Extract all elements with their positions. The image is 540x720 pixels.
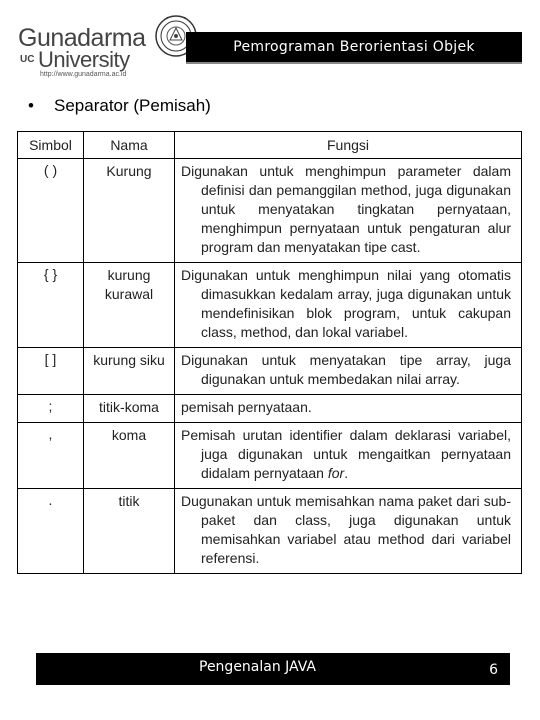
table-row [18, 348, 522, 395]
table-row [18, 263, 522, 348]
column-header-nama: Nama [84, 132, 175, 159]
cell-simbol: , [18, 423, 84, 489]
logo-wordmark-top: Gunadarma [18, 24, 146, 52]
logo-uc-mark: UC [20, 54, 35, 65]
cell-fungsi-emphasis: for [327, 465, 345, 481]
footer-title: Pengenalan JAVA [199, 659, 316, 675]
cell-fungsi: Digunakan untuk menghimpun parameter dalam definisi dan pemanggilan method, juga digunakan untuk menyatakan tingkatan pernyataan, menghimpun pernyataan untuk pengaturan alur program dan menyatakan tipe cast. [175, 159, 522, 263]
cell-fungsi-end: . [344, 465, 349, 481]
cell-fungsi [175, 423, 522, 489]
table-row [18, 423, 522, 489]
cell-fungsi: pemisah pernyataan. [175, 395, 522, 423]
header-title-bar [186, 32, 522, 62]
cell-simbol: [ ] [18, 348, 84, 395]
cell-nama: Kurung [84, 159, 175, 263]
cell-fungsi: Digunakan untuk menghimpun nilai yang otomatis dimasukkan kedalam array, juga digunakan untuk mendefinisikan blok program, untuk cakupan class, method, dan lokal variabel. [175, 263, 522, 348]
cell-nama: kurung kurawal [84, 263, 175, 348]
section-heading [28, 96, 211, 116]
cell-nama: koma [84, 423, 175, 489]
bullet: • [28, 96, 34, 115]
cell-nama: titik-koma [84, 395, 175, 423]
cell-fungsi: Digunakan untuk menyatakan tipe array, juga digunakan untuk membedakan nilai array. [175, 348, 522, 395]
section-heading-text: Separator (Pemisah) [54, 96, 211, 115]
page-number: 6 [489, 662, 498, 678]
footer-bar [36, 653, 510, 685]
cell-fungsi: Dugunakan untuk memisahkan nama paket dari sub-paket dan class, juga digunakan untuk memisahkan variabel atau method dari variabel referensi. [175, 489, 522, 574]
table-row [18, 159, 522, 263]
logo-url: http://www.gunadarma.ac.id [40, 71, 127, 78]
cell-simbol: ( ) [18, 159, 84, 263]
cell-simbol: . [18, 489, 84, 574]
university-logo [18, 14, 186, 80]
logo-wordmark-bottom: University [38, 47, 130, 72]
column-header-fungsi: Fungsi [175, 132, 522, 159]
cell-nama: kurung siku [84, 348, 175, 395]
cell-simbol: { } [18, 263, 84, 348]
course-title: Pemrograman Berorientasi Objek [233, 39, 475, 55]
separator-table [17, 131, 522, 574]
table-row [18, 489, 522, 574]
cell-nama: titik [84, 489, 175, 574]
cell-fungsi-text: Pemisah urutan identifier dalam deklarasi variabel, juga digunakan untuk mengaitkan pernyataan didalam pernyataan [181, 427, 511, 481]
cell-simbol: ; [18, 395, 84, 423]
table-header-row [18, 132, 522, 159]
column-header-simbol: Simbol [18, 132, 84, 159]
table-row [18, 395, 522, 423]
